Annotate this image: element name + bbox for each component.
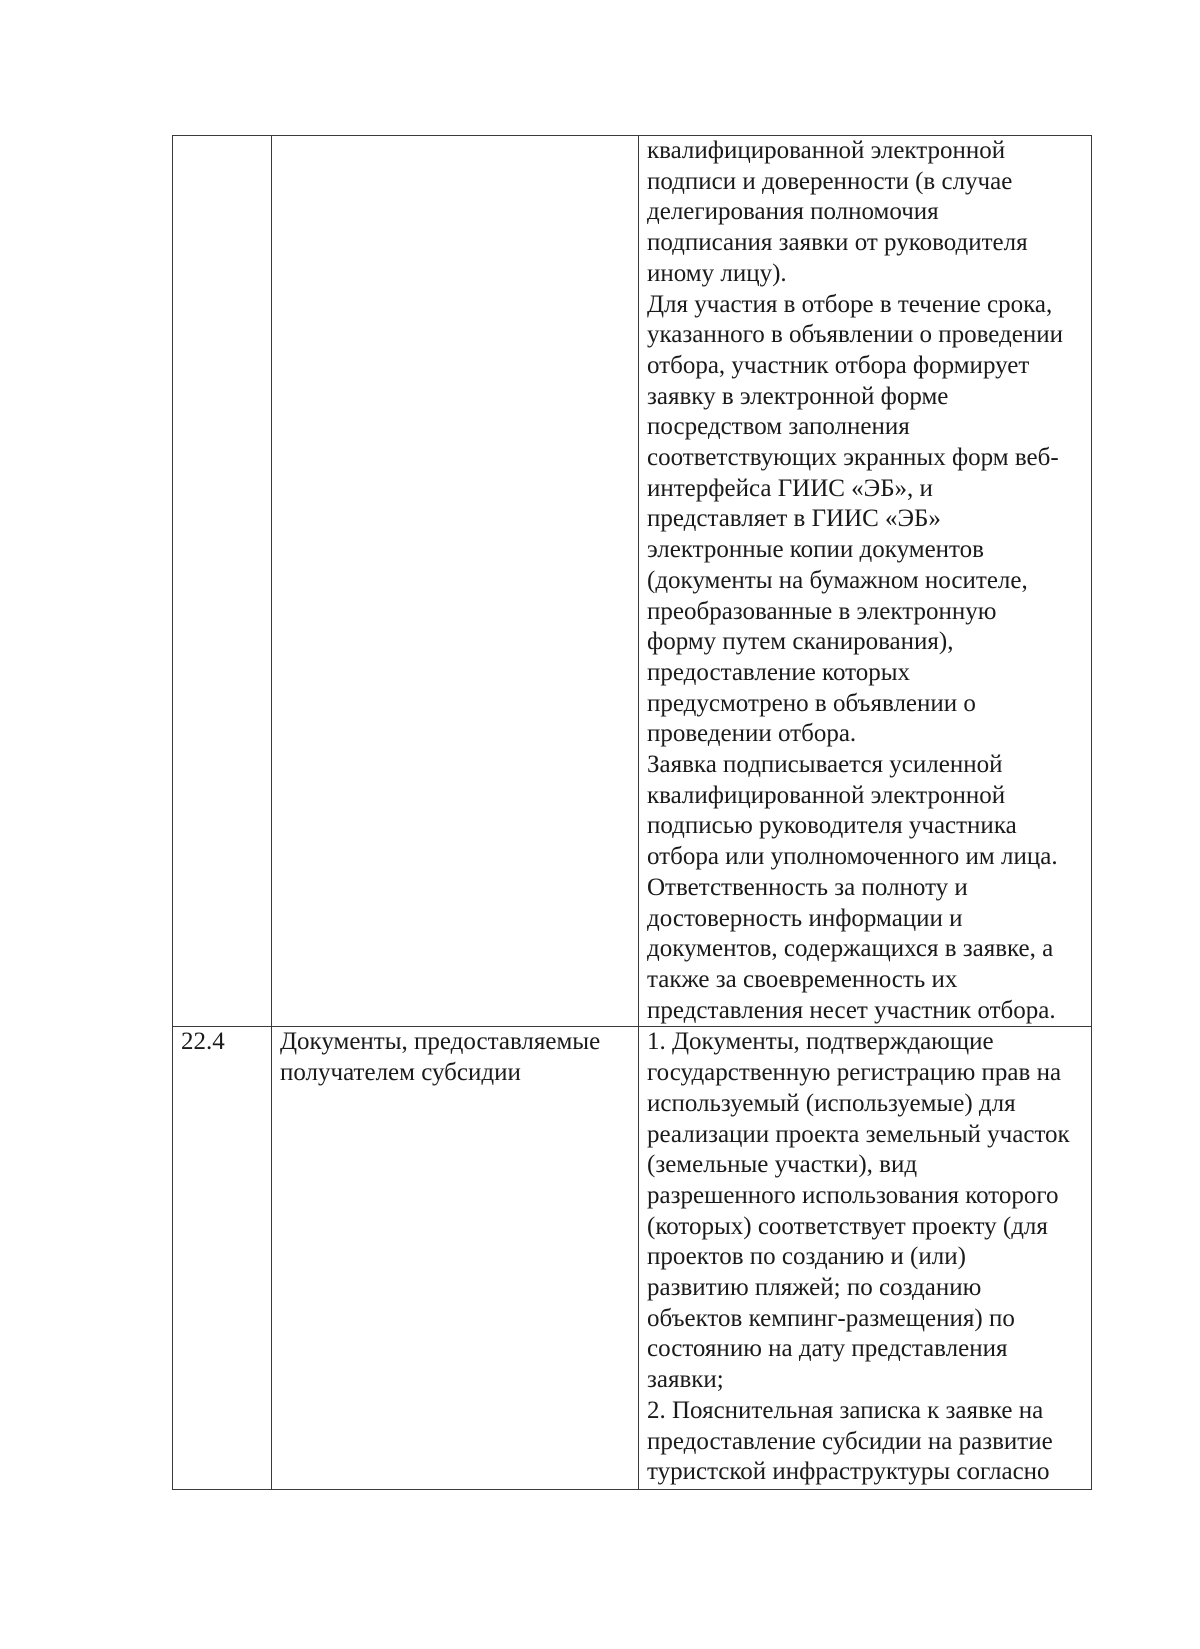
description-line: проведении отбора. bbox=[647, 720, 857, 748]
description-line: заявки; bbox=[647, 1366, 724, 1394]
description-line: отбора, участник отбора формирует bbox=[647, 351, 1030, 379]
description-line: государственную регистрацию прав на bbox=[647, 1059, 1062, 1087]
description-line: указанного в объявлении о проведении bbox=[647, 321, 1063, 349]
description-line: электронные копии документов bbox=[647, 536, 984, 564]
table-row bbox=[173, 136, 1092, 1027]
row-name-cell bbox=[272, 136, 639, 1027]
description-line: квалифицированной электронной bbox=[647, 137, 1006, 164]
description-line: соответствующих экранных форм веб- bbox=[647, 444, 1059, 472]
description-line: используемый (используемые) для bbox=[647, 1089, 1016, 1117]
description-line: развитию пляжей; по созданию bbox=[647, 1274, 982, 1302]
description-line: представления несет участник отбора. bbox=[647, 996, 1056, 1024]
row-number-cell bbox=[173, 1027, 272, 1490]
description-line: заявку в электронной форме bbox=[647, 382, 949, 410]
description-line: 1. Документы, подтверждающие bbox=[647, 1028, 994, 1056]
row-name-line: получателем субсидии bbox=[280, 1059, 521, 1087]
table-row bbox=[173, 1027, 1092, 1490]
description-line: разрешенного использования которого bbox=[647, 1181, 1059, 1209]
row-description-cell bbox=[639, 1027, 1092, 1490]
requirements-table bbox=[172, 135, 1092, 1490]
description-line: Для участия в отборе в течение срока, bbox=[647, 290, 1053, 318]
description-line: подписания заявки от руководителя bbox=[647, 229, 1028, 257]
description-line: также за своевременность их bbox=[647, 965, 958, 993]
description-line: проектов по созданию и (или) bbox=[647, 1243, 966, 1271]
description-line: (земельные участки), вид bbox=[647, 1151, 918, 1179]
row-name-line: Документы, предоставляемые bbox=[280, 1028, 601, 1056]
row-name-cell bbox=[272, 1027, 639, 1490]
row-description-cell bbox=[639, 136, 1092, 1027]
description-line: подписью руководителя участника bbox=[647, 812, 1017, 840]
description-line: интерфейса ГИИС «ЭБ», и bbox=[647, 474, 933, 502]
description-line: квалифицированной электронной bbox=[647, 781, 1006, 809]
description-line: предоставление субсидии на развитие bbox=[647, 1427, 1053, 1455]
description-line: отбора или уполномоченного им лица. bbox=[647, 843, 1058, 871]
row-number-cell bbox=[173, 136, 272, 1027]
description-line: Ответственность за полноту и bbox=[647, 873, 968, 901]
description-line: (документы на бумажном носителе, bbox=[647, 566, 1028, 594]
description-line: состоянию на дату представления bbox=[647, 1335, 1008, 1363]
row-number: 22.4 bbox=[181, 1028, 225, 1056]
description-line: достоверность информации и bbox=[647, 904, 963, 932]
description-line: представляет в ГИИС «ЭБ» bbox=[647, 505, 941, 533]
description-line: подписи и доверенности (в случае bbox=[647, 167, 1013, 195]
description-line: Заявка подписывается усиленной bbox=[647, 751, 1003, 779]
description-line: форму путем сканирования), bbox=[647, 628, 954, 656]
description-line: (которых) соответствует проекту (для bbox=[647, 1212, 1048, 1240]
description-line: туристской инфраструктуры согласно bbox=[647, 1458, 1050, 1486]
description-line: делегирования полномочия bbox=[647, 198, 939, 226]
description-line: преобразованные в электронную bbox=[647, 597, 997, 625]
description-line: предусмотрено в объявлении о bbox=[647, 689, 976, 717]
description-line: посредством заполнения bbox=[647, 413, 910, 441]
description-line: иному лицу). bbox=[647, 259, 787, 287]
description-line: реализации проекта земельный участок bbox=[647, 1120, 1070, 1148]
description-line: документов, содержащихся в заявке, а bbox=[647, 935, 1054, 963]
table-body bbox=[173, 136, 1092, 1490]
description-line: 2. Пояснительная записка к заявке на bbox=[647, 1396, 1044, 1424]
description-line: объектов кемпинг-размещения) по bbox=[647, 1304, 1015, 1332]
description-line: предоставление которых bbox=[647, 658, 911, 686]
